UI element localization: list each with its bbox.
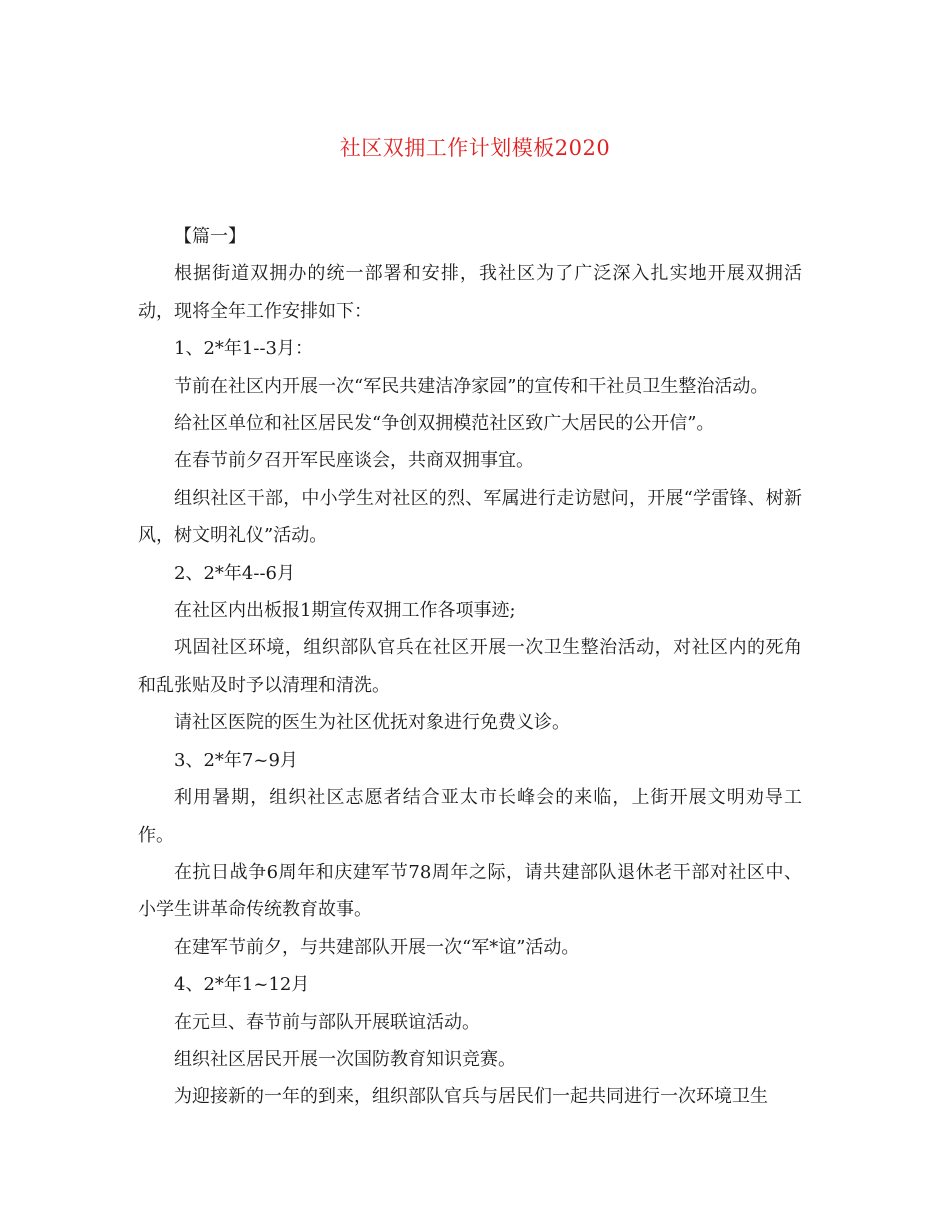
- period-heading: 3、2*年7~9月: [174, 749, 298, 771]
- period-heading: 4、2*年1~12月: [174, 974, 310, 996]
- document-body: [138, 218, 802, 1116]
- paragraph: 给社区单位和社区居民发“争创双拥模范社区致广大居民的公开信”。: [174, 413, 715, 435]
- paragraph: 在春节前夕召开军民座谈会，共商双拥事宜。: [174, 450, 534, 472]
- paragraph: 节前在社区内开展一次“军民共建洁净家园”的宣传和干社员卫生整治活动。: [174, 375, 769, 397]
- period-heading: 1、2*年1--3月：: [174, 338, 313, 360]
- paragraph: 巩固社区环境，组织部队官兵在社区开展一次卫生整治活动，对社区内的死角和乱张贴及时予以清理和清洗。: [138, 637, 802, 696]
- paragraph: 根据街道双拥办的统一部署和安排，我社区为了广泛深入扎实地开展双拥活动，现将全年工作安排如下：: [138, 263, 802, 322]
- paragraph: 在社区内出板报1期宣传双拥工作各项事迹;: [174, 600, 516, 622]
- paragraph: 请社区医院的医生为社区优抚对象进行免费义诊。: [174, 712, 570, 734]
- section-heading: 【篇一】: [174, 226, 246, 247]
- document-title: 社区双拥工作计划模板2020: [339, 136, 611, 160]
- paragraph: 在抗日战争6周年和庆建军节78周年之际，请共建部队退休老干部对社区中、小学生讲革命传统教育故事。: [138, 861, 802, 921]
- paragraph: 在元旦、春节前与部队开展联谊活动。: [174, 1011, 480, 1033]
- paragraph: 组织社区居民开展一次国防教育知识竞赛。: [174, 1048, 516, 1070]
- paragraph: 在建军节前夕，与共建部队开展一次“军*谊”活动。: [174, 936, 580, 958]
- paragraph: 为迎接新的一年的到来，组织部队官兵与居民们一起共同进行一次环境卫生: [174, 1086, 768, 1108]
- paragraph: 利用暑期，组织社区志愿者结合亚太市长峰会的来临，上街开展文明劝导工作。: [138, 787, 802, 846]
- paragraph: 组织社区干部，中小学生对社区的烈、军属进行走访慰问，开展“学雷锋、树新风，树文明礼仪”活动。: [138, 487, 802, 547]
- period-heading: 2、2*年4--6月: [174, 562, 295, 584]
